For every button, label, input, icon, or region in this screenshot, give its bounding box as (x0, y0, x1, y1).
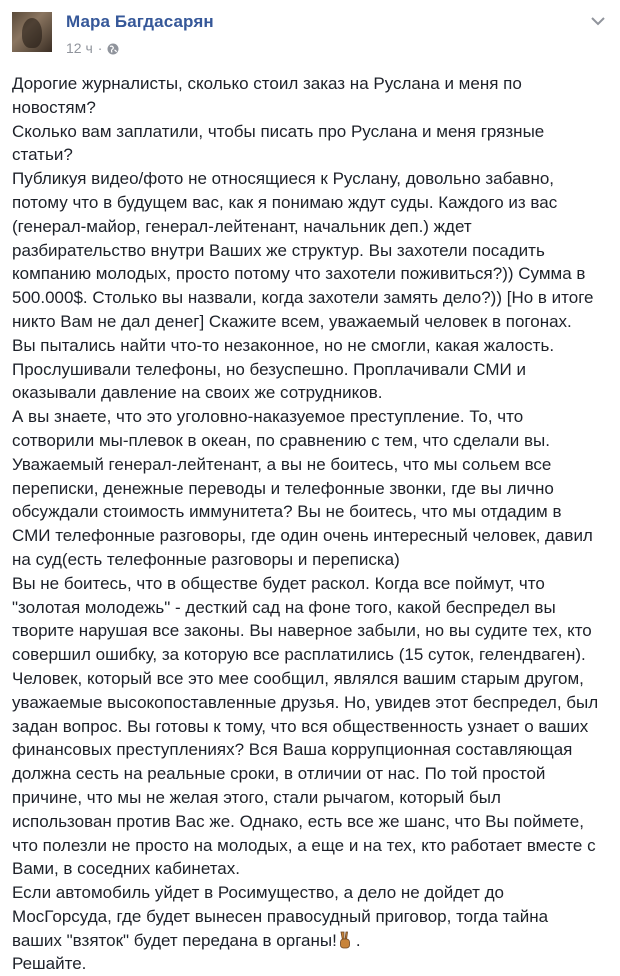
post-text-line: А вы знаете, что это уголовно-наказуемое преступление. То, что (12, 407, 524, 427)
post-text-line: статьи? (12, 145, 73, 165)
post-text-line: Вы пытались найти что-то незаконное, но не смогли, какая жалость. (12, 335, 555, 355)
post-text-line: Решайте. (12, 954, 87, 974)
post-text-line: СМИ телефонные разговоры, где один очень интересный человек, давил (12, 526, 593, 546)
post-text-line: Вы не боитесь, что в обществе будет раскол. Когда все поймут, что (12, 573, 545, 593)
post-text-line: Уважаемый генерал-лейтенант, а вы не боитесь, что мы сольем все (12, 454, 552, 474)
author-avatar[interactable] (12, 12, 52, 52)
post-text-line: Публикуя видео/фото не относящиеся к Руслану, довольно забавно, (12, 169, 555, 189)
post-text-line: Дорогие журналисты, сколько стоил заказ на Руслана и меня по (12, 74, 522, 93)
post-text-line: оказывали давление на своих же сотрудников. (12, 383, 383, 403)
victory-hand-emoji-icon (338, 930, 352, 950)
meta-separator: · (97, 40, 103, 56)
post-text-line: новостям? (12, 97, 96, 117)
post-text-line: Сколько вам заплатили, чтобы писать про Руслана и меня грязные (12, 121, 545, 141)
post-text-line: что полезли не просто на молодых, а еще и на тех, кто работает вместе с (12, 835, 596, 855)
post-text-line: Прослушивали телефоны, но безуспешно. Проплачивали СМИ и (12, 359, 526, 379)
post-text-line: Если автомобиль уйдет в Росимущество, а дело не дойдет до (12, 883, 504, 903)
post-text-line: никто Вам не дал денег] Скажите всем, уважаемый человек в погонах. (12, 311, 572, 331)
post-timestamp[interactable]: 12 ч (66, 40, 93, 56)
post-text-line: должна сесть на реальные сроки, в отличии от нас. По той простой (12, 764, 546, 784)
post-text-line: совершил ошибку, за которую все расплатились (15 суток, гелендваген). (12, 645, 586, 665)
post-text-line: обсуждали стоимость иммунитета? Вы не боитесь, что мы отдадим в (12, 502, 562, 522)
post-text-line: "золотая молодежь" - десткий сад на фоне того, какой беспредел вы (12, 597, 556, 617)
post-text-line: переписки, денежные переводы и телефонные звонки, где вы лично (12, 478, 554, 498)
post-text-line: на суд(есть телефонные разговоры и переписка) (12, 549, 400, 569)
post-text-line: причине, что мы не желая этого, стали рычагом, который был (12, 787, 501, 807)
post-text-line: ваших "взяток" будет передана в органы! . (12, 930, 361, 950)
post-text-line: финансовых преступлениях? Вся Ваша коррупционная составляющая (12, 740, 573, 760)
post-body-text (12, 72, 612, 976)
post-text-line: потому что в будущем вас, как я понимаю ждут суды. Каждого из вас (12, 192, 558, 212)
globe-icon[interactable] (107, 42, 119, 54)
post-text-line: разбирательство внутри Ваших же структур. Вы захотели посадить (12, 240, 545, 260)
post-text-line: задан вопрос. Вы готовы к тому, что вся общественность узнает о ваших (12, 716, 589, 736)
post-text-line: (генерал-майор, генерал-лейтенант, начальник деп.) ждет (12, 216, 472, 236)
chevron-down-icon[interactable] (590, 14, 606, 26)
post-text-line: Вами, в соседних кабинетах. (12, 859, 240, 879)
post-text-line: уважаемые высокопоставленные друзья. Но, увидев этот беспредел, был (12, 692, 599, 712)
author-name[interactable]: Мара Багдасарян (66, 12, 214, 31)
post-text-line: творите нарушая все законы. Вы наверное забыли, но вы судите тех, кто (12, 621, 592, 641)
post-text-line: использован против Вас же. Однако, есть все же шанс, что Вы поймете, (12, 811, 584, 831)
post-text-line: МосГорсуда, где будет вынесен правосудный приговор, тогда тайна (12, 906, 549, 926)
post-meta (66, 40, 119, 56)
post-text-line: сотворили мы-плевок в океан, по сравнению с тем, что сделали вы. (12, 430, 550, 450)
post-text-line: 500.000$. Столько вы назвали, когда захотели замять дело?)) [Но в итоге (12, 288, 594, 308)
post-text-line: компанию молодых, просто потому что захотели поживиться?)) Сумма в (12, 264, 586, 284)
post-text-line: Человек, который все это мее сообщил, являлся вашим старым другом, (12, 668, 584, 688)
